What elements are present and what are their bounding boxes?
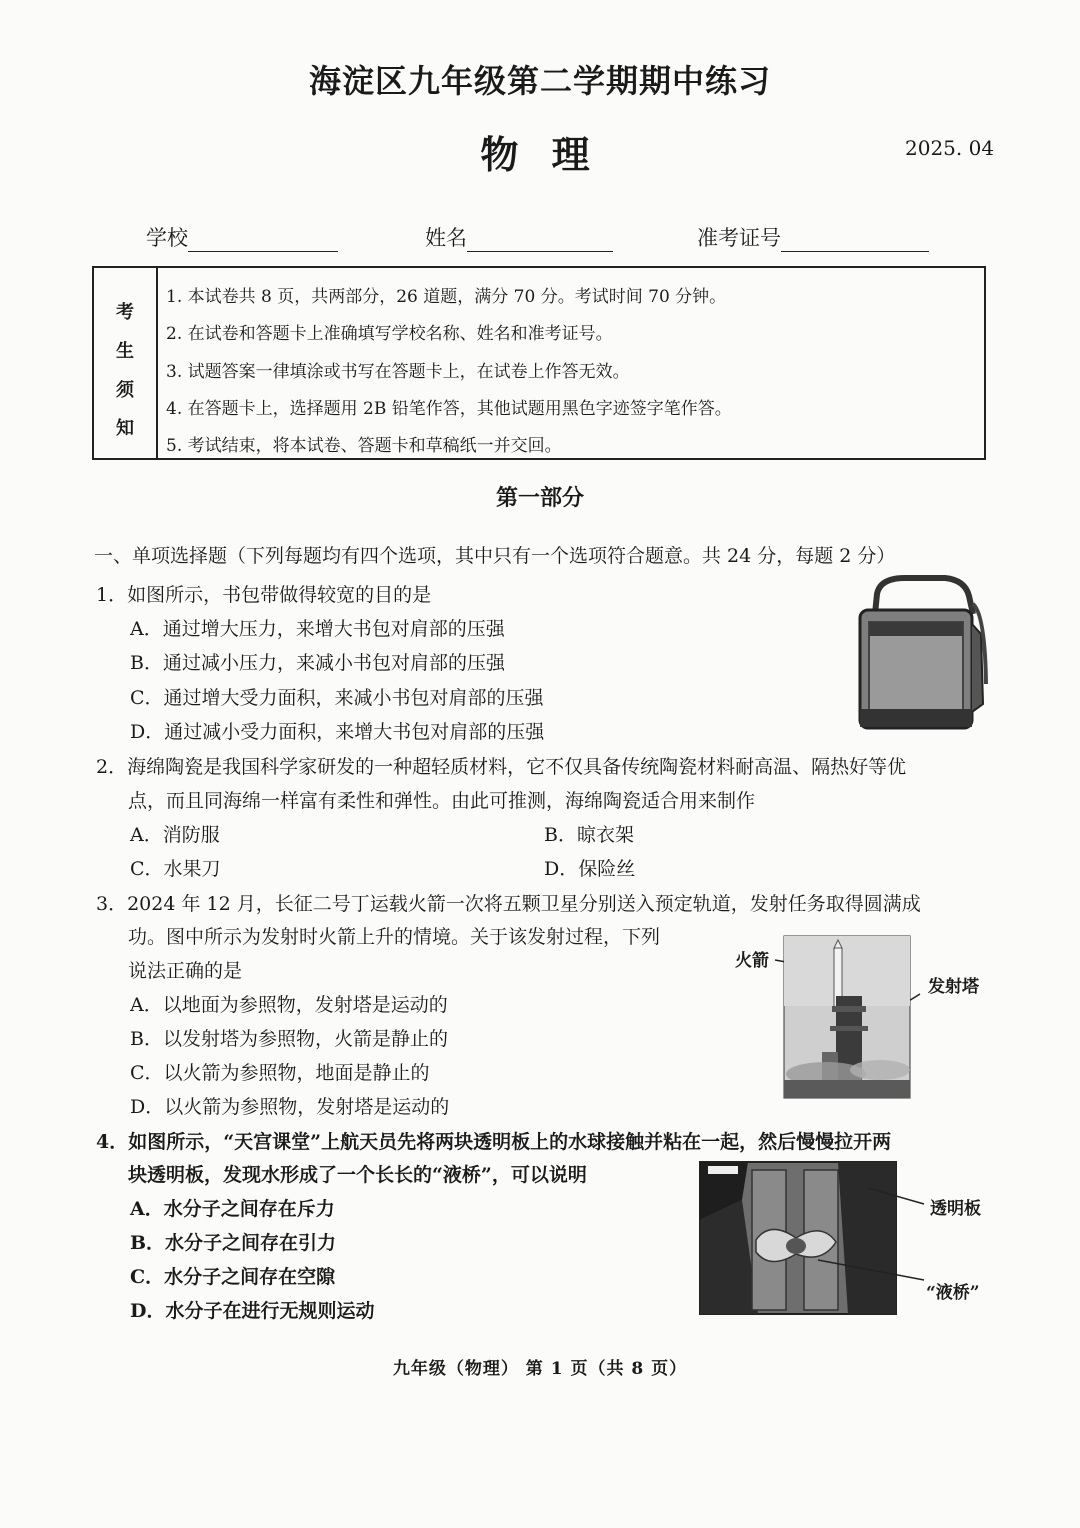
question-2-stem-line2: 点，而且同海绵一样富有柔性和弹性。由此可推测，海绵陶瓷适合用来制作 <box>128 790 756 812</box>
question-2-option-a: A．消防服 <box>130 824 220 846</box>
question-3-option-d: D．以火箭为参照物，发射塔是运动的 <box>130 1096 450 1118</box>
name-field <box>425 222 613 252</box>
question-1-stem: 1．如图所示，书包带做得较宽的目的是 <box>96 584 432 606</box>
ticket-field <box>697 222 929 252</box>
question-1-option-a: A．通过增大压力，来增大书包对肩部的压强 <box>130 618 505 640</box>
transparent-plate-label: 透明板 <box>930 1199 981 1219</box>
question-4-option-a: A．水分子之间存在斥力 <box>130 1198 335 1220</box>
launch-tower-label: 发射塔 <box>928 977 979 997</box>
rocket-label: 火箭 <box>735 951 769 971</box>
question-3-option-a: A．以地面为参照物，发射塔是运动的 <box>130 994 448 1016</box>
exam-notice-box <box>92 266 986 460</box>
question-4-stem-line2: 块透明板，发现水形成了一个长长的“液桥”，可以说明 <box>128 1164 587 1186</box>
notice-label-char: 考 <box>116 302 134 323</box>
ticket-label: 准考证号 <box>697 226 781 250</box>
liquid-bridge-figure <box>698 1160 926 1316</box>
question-2-stem-line1: 2．海绵陶瓷是我国科学家研发的一种超轻质材料，它不仅具备传统陶瓷材料耐高温、隔热好等优 <box>96 756 907 778</box>
notice-label-char: 知 <box>116 418 134 439</box>
notice-item: 1. 本试卷共 8 页，共两部分，26 道题，满分 70 分。考试时间 70 分钟。 <box>166 287 727 307</box>
name-label: 姓名 <box>425 226 467 250</box>
question-2-option-c: C．水果刀 <box>130 858 221 880</box>
school-blank <box>188 229 338 252</box>
question-3-option-c: C．以火箭为参照物，地面是静止的 <box>130 1062 430 1084</box>
subject-title: 物 理 <box>480 132 600 177</box>
question-4-option-b: B．水分子之间存在引力 <box>130 1232 337 1254</box>
page-footer: 九年级（物理） 第 1 页（共 8 页） <box>392 1359 688 1379</box>
rocket-launch-figure <box>770 934 930 1100</box>
question-1-option-d: D．通过减小受力面积，来增大书包对肩部的压强 <box>130 721 545 743</box>
question-3-stem-line3: 说法正确的是 <box>128 960 243 982</box>
backpack-figure <box>855 574 990 730</box>
question-2-option-b: B．晾衣架 <box>544 824 634 846</box>
question-3-stem-line1: 3．2024 年 12 月，长征二号丁运载火箭一次将五颗卫星分别送入预定轨道，发射任务取得圆满成 <box>96 893 921 915</box>
liquid-bridge-label: “液桥” <box>926 1283 980 1303</box>
section-heading: 一、单项选择题（下列每题均有四个选项，其中只有一个选项符合题意。共 24 分，每题 2 分） <box>94 545 896 567</box>
question-3-option-b: B．以发射塔为参照物，火箭是静止的 <box>130 1028 448 1050</box>
question-2-option-d: D．保险丝 <box>544 858 636 880</box>
question-4-stem-line1: 4．如图所示，“天宫课堂”上航天员先将两块透明板上的水球接触并粘在一起，然后慢慢拉开两 <box>96 1131 892 1153</box>
question-3-stem-line2: 功。图中所示为发射时火箭上升的情境。关于该发射过程，下列 <box>128 926 661 948</box>
notice-item: 3. 试题答案一律填涂或书写在答题卡上，在试卷上作答无效。 <box>166 362 630 382</box>
notice-item: 4. 在答题卡上，选择题用 2B 铅笔作答，其他试题用黑色字迹签字笔作答。 <box>166 399 732 419</box>
school-field <box>146 222 338 252</box>
exam-title: 海淀区九年级第二学期期中练习 <box>308 62 771 100</box>
question-1-option-c: C．通过增大受力面积，来减小书包对肩部的压强 <box>130 687 544 709</box>
notice-label-char: 生 <box>116 341 134 362</box>
question-4-option-c: C．水分子之间存在空隙 <box>130 1266 336 1288</box>
exam-date: 2025. 04 <box>905 136 995 160</box>
question-4-option-d: D．水分子在进行无规则运动 <box>130 1300 375 1322</box>
question-1-option-b: B．通过减小压力，来减小书包对肩部的压强 <box>130 652 505 674</box>
ticket-blank <box>781 229 929 252</box>
notice-label-column <box>94 268 158 458</box>
school-label: 学校 <box>146 226 188 250</box>
part-title: 第一部分 <box>495 485 584 511</box>
name-blank <box>467 229 613 252</box>
notice-item: 5. 考试结束，将本试卷、答题卡和草稿纸一并交回。 <box>166 436 562 456</box>
notice-item: 2. 在试卷和答题卡上准确填写学校名称、姓名和准考证号。 <box>166 324 613 344</box>
notice-label-char: 须 <box>116 380 134 401</box>
